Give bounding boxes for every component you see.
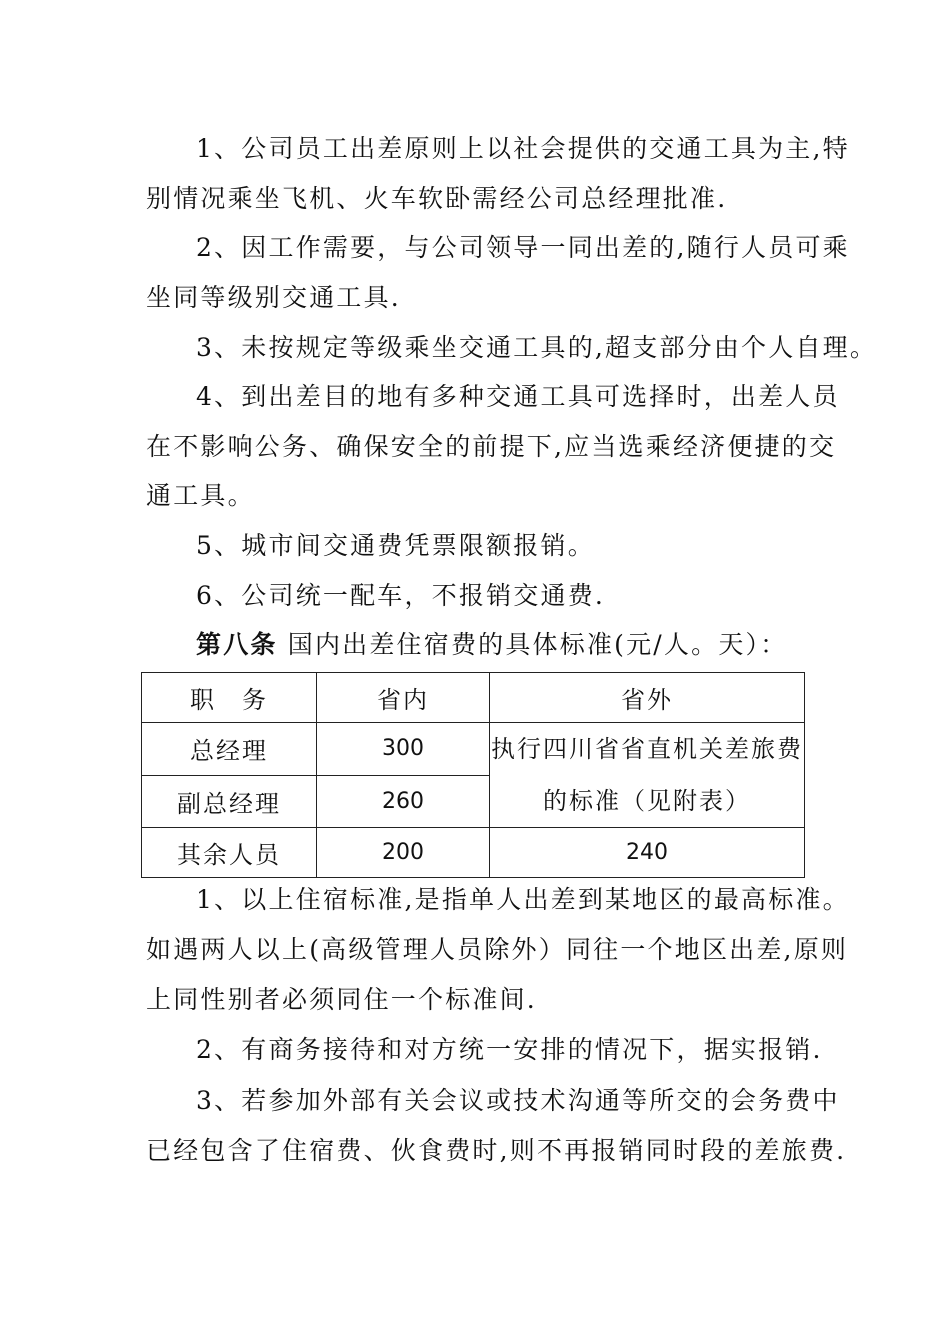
note-3-line-1: 3、若参加外部有关会议或技术沟通等所交的会务费中 <box>196 1086 840 1115</box>
paragraph-2-line-2: 坐同等级别交通工具. <box>146 283 401 312</box>
paragraph-6: 6、公司统一配车，不报销交通费. <box>196 581 606 610</box>
paragraph-1-line-2: 别情况乘坐飞机、火车软卧需经公司总经理批准. <box>146 184 728 213</box>
header-out-of-province: 省外 <box>490 673 805 723</box>
note-3-line-2: 已经包含了住宿费、伙食费时,则不再报销同时段的差旅费. <box>146 1136 847 1165</box>
paragraph-4-line-2: 在不影响公务、确保安全的前提下,应当选乘经济便捷的交 <box>146 432 837 461</box>
table-row <box>142 828 805 878</box>
note-1-line-3: 上同性别者必须同住一个标准间. <box>146 985 537 1014</box>
article-text: 国内出差住宿费的具体标准(元/人。天）： <box>277 630 788 659</box>
merged-cell-line-2: 的标准（见附表） <box>543 787 751 815</box>
row-in-province: 260 <box>317 775 490 828</box>
article-heading <box>196 630 818 660</box>
row-in-province: 300 <box>317 723 490 776</box>
paragraph-4-line-1: 4、到出差目的地有多种交通工具可选择时，出差人员 <box>196 382 840 411</box>
paragraph-2-line-1: 2、因工作需要，与公司领导一同出差的,随行人员可乘 <box>196 233 850 262</box>
row-position: 其余人员 <box>142 828 317 878</box>
note-2: 2、有商务接待和对方统一安排的情况下，据实报销. <box>196 1035 823 1064</box>
table-header-row <box>142 673 805 723</box>
paragraph-1-line-1: 1、公司员工出差原则上以社会提供的交通工具为主,特 <box>196 134 850 163</box>
lodging-rates-table <box>141 672 805 878</box>
paragraph-5: 5、城市间交通费凭票限额报销。 <box>196 531 595 560</box>
merged-out-of-province-cell <box>490 723 805 828</box>
merged-cell-line-1: 执行四川省省直机关差旅费 <box>491 735 803 763</box>
note-1-line-2: 如遇两人以上(高级管理人员除外）同往一个地区出差,原则 <box>146 935 849 964</box>
article-label: 第八条 <box>196 630 278 659</box>
paragraph-3: 3、未按规定等级乘坐交通工具的,超支部分由个人自理。 <box>196 333 878 362</box>
table-row <box>142 723 805 776</box>
row-out-of-province: 240 <box>490 828 805 878</box>
row-position: 副总经理 <box>142 775 317 828</box>
note-1-line-1: 1、以上住宿标准,是指单人出差到某地区的最高标准。 <box>196 885 850 914</box>
header-in-province: 省内 <box>317 673 490 723</box>
row-position: 总经理 <box>142 723 317 776</box>
header-position: 职 务 <box>142 673 317 723</box>
row-in-province: 200 <box>317 828 490 878</box>
paragraph-4-line-3: 通工具。 <box>146 481 255 510</box>
